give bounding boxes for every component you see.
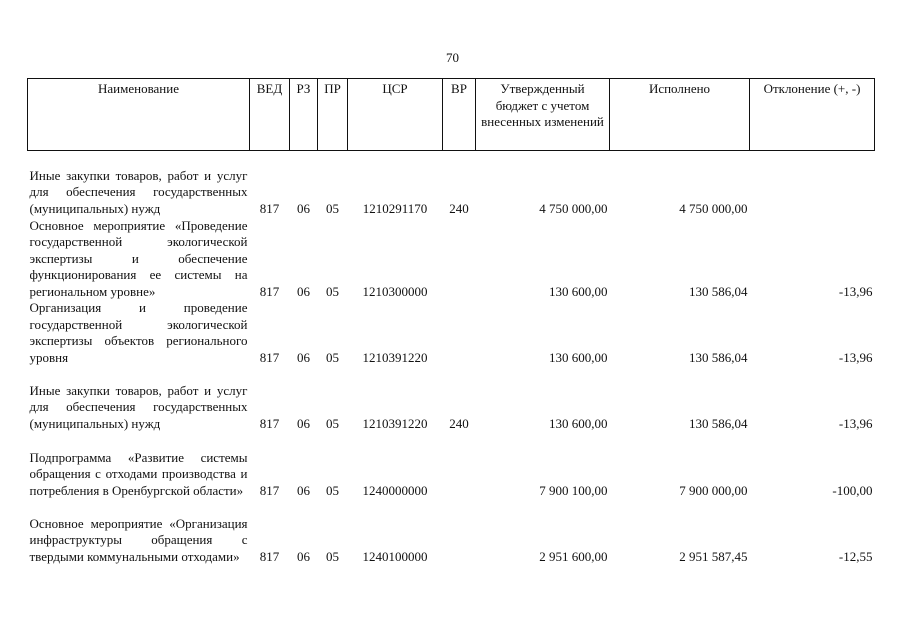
table-row (28, 151, 875, 218)
row-pr: 05 (326, 200, 339, 216)
table-row (28, 366, 875, 432)
row-pr: 05 (326, 548, 339, 564)
row-vr (443, 432, 476, 499)
header-pr: ПР (318, 79, 348, 151)
row-deviation (750, 151, 875, 218)
row-ved: 817 (259, 200, 280, 216)
header-ved: ВЕД (250, 79, 290, 151)
row-rz: 06 (297, 548, 310, 564)
row-vr (443, 300, 476, 366)
table-row (28, 499, 875, 565)
row-rz: 06 (297, 283, 310, 299)
row-csr: 1210391220 (362, 415, 428, 431)
page-number: 70 (446, 50, 459, 65)
row-deviation: -13,96 (838, 283, 873, 299)
header-csr: ЦСР (348, 79, 443, 151)
header-name: Наименование (28, 79, 250, 151)
row-executed: 2 951 587,45 (679, 548, 748, 564)
row-name: Иные закупки товаров, работ и услуг для обеспечения государственных (муниципальных) нужд (29, 382, 248, 431)
table-row (28, 217, 875, 300)
row-name: Иные закупки товаров, работ и услуг для обеспечения государственных (муниципальных) нужд (29, 167, 248, 216)
row-deviation: -13,96 (838, 349, 873, 365)
row-pr: 05 (326, 415, 339, 431)
budget-table (27, 78, 875, 565)
row-approved: 130 600,00 (549, 283, 608, 299)
row-rz: 06 (297, 482, 310, 498)
row-ved: 817 (259, 349, 280, 365)
row-deviation: -100,00 (832, 482, 873, 498)
row-csr: 1210391220 (362, 349, 428, 365)
row-rz: 06 (297, 349, 310, 365)
row-approved: 4 750 000,00 (539, 200, 608, 216)
row-csr: 1210291170 (362, 200, 428, 216)
header-approved: Утвержденный бюджет с учетом внесенных изменений (476, 79, 610, 151)
row-approved: 130 600,00 (549, 415, 608, 431)
row-name: Подпрограмма «Развитие системы обращения с отходами производства и потребления в Оренбургской области» (29, 449, 248, 498)
row-rz: 06 (297, 200, 310, 216)
row-name: Основное мероприятие «Проведение государственной экологической экспертизы и обеспечение функционирования ее системы на региональном уровне» (29, 217, 248, 299)
row-executed: 130 586,04 (689, 415, 748, 431)
row-rz: 06 (297, 415, 310, 431)
row-csr: 1210300000 (362, 283, 428, 299)
row-vr: 240 (449, 415, 469, 431)
row-ved: 817 (259, 548, 280, 564)
header-executed: Исполнено (610, 79, 750, 151)
row-vr (443, 217, 476, 300)
row-deviation: -12,55 (838, 548, 873, 564)
row-name: Основное мероприятие «Организация инфраструктуры обращения с твердыми коммунальными отходами» (29, 515, 248, 564)
row-pr: 05 (326, 349, 339, 365)
row-executed: 4 750 000,00 (679, 200, 748, 216)
row-executed: 7 900 000,00 (679, 482, 748, 498)
table-header-row (28, 79, 875, 151)
row-pr: 05 (326, 283, 339, 299)
header-vr: ВР (443, 79, 476, 151)
row-csr: 1240000000 (362, 482, 428, 498)
row-approved: 7 900 100,00 (539, 482, 608, 498)
row-ved: 817 (259, 415, 280, 431)
header-rz: РЗ (290, 79, 318, 151)
header-deviation: Отклонение (+, -) (750, 79, 875, 151)
row-approved: 130 600,00 (549, 349, 608, 365)
row-ved: 817 (259, 283, 280, 299)
row-approved: 2 951 600,00 (539, 548, 608, 564)
row-vr (443, 499, 476, 565)
table-row (28, 432, 875, 499)
row-name: Организация и проведение государственной экологической экспертизы объектов регионального уровня (29, 300, 248, 365)
table-row (28, 300, 875, 366)
row-executed: 130 586,04 (689, 349, 748, 365)
row-ved: 817 (259, 482, 280, 498)
row-executed: 130 586,04 (689, 283, 748, 299)
row-vr: 240 (449, 200, 469, 216)
row-deviation: -13,96 (838, 415, 873, 431)
row-pr: 05 (326, 482, 339, 498)
row-csr: 1240100000 (362, 548, 428, 564)
